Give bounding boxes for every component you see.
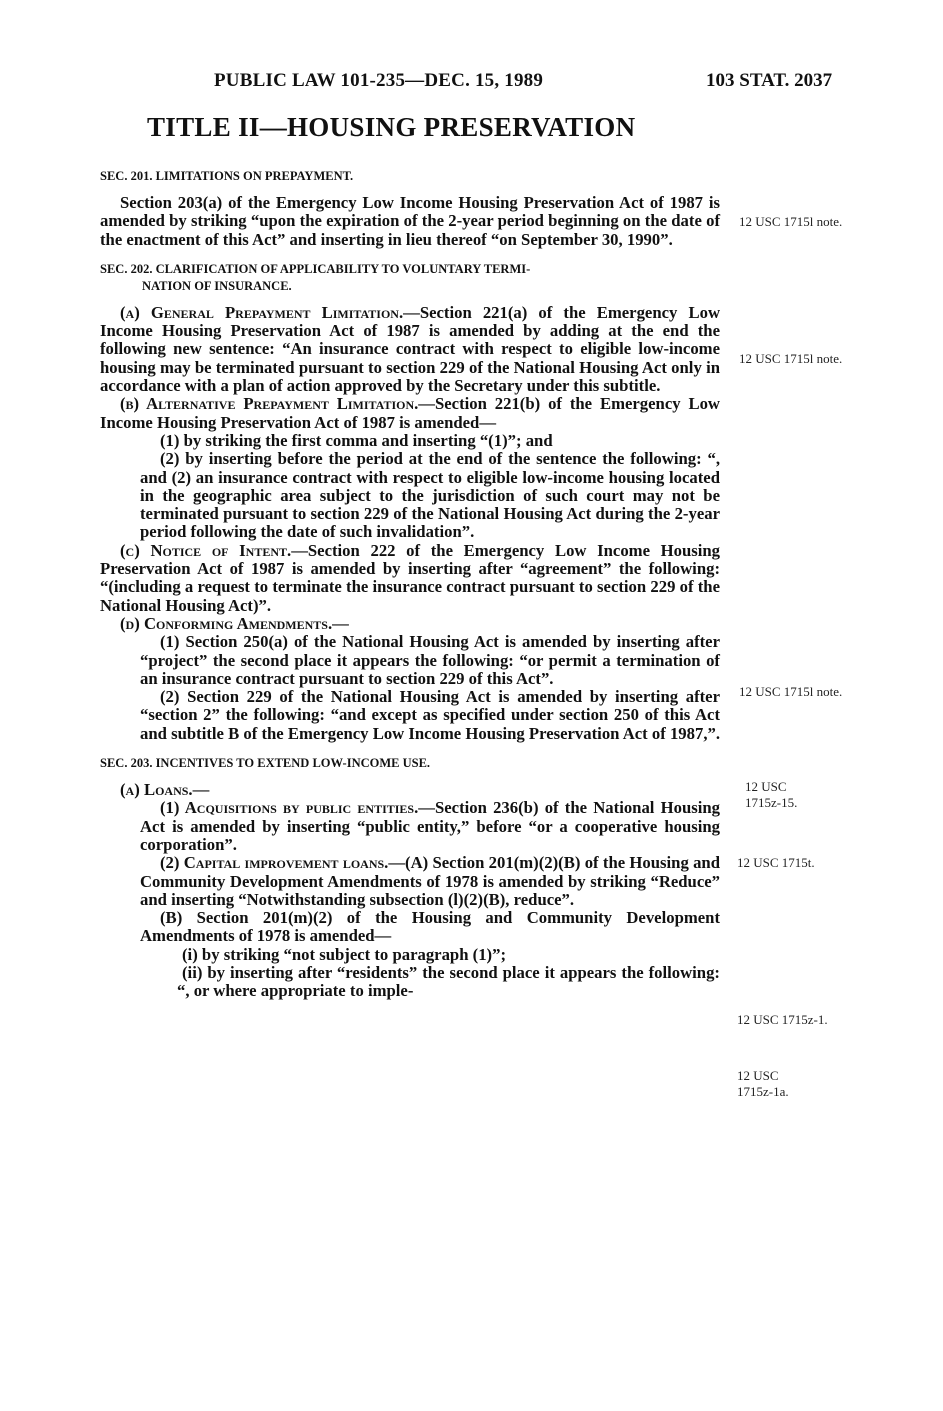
sec-202-b2: (2) by inserting before the period at the end of the sentence the following: “, and (2) an insurance contract with respect to eligible low-income housing located in the geographic area subject to the jurisdiction of such court may not be terminated pursuant to section 229 of the National Housing Act during the 2-year period following the date of such invalidation”. — [140, 449, 720, 542]
sec-202-d-dash: — — [332, 613, 349, 633]
sec-201-text: Section 203(a) of the Emergency Low Income Housing Preservation Act of 1987 is amended by striking “upon the expiration of the 2-year period beginning on the date of the enactment of this Act” and inserting in lieu thereof “on September 30, 1990”. — [100, 193, 720, 249]
sec-202-d — [100, 615, 720, 633]
margin-note-6: 12 USC 1715z-1. — [737, 1012, 828, 1027]
sec-203-a2 — [100, 854, 720, 909]
sec-202-b — [100, 395, 720, 432]
page-header — [0, 70, 943, 92]
title-heading: TITLE II—HOUSING PRESERVATION — [147, 112, 636, 142]
sec-202-a-text: —Section 221(a) of the Emergency Low Income Housing Preservation Act of 1987 is amended by adding at the end the following new sentence: “An insurance contract with respect to eligible low-income housing may be terminated pursuant to section 229 of the National Housing Act only in accordance with a plan of action approved by the Secretary under this subtitle. — [100, 302, 720, 396]
sec-203-a2-B-ii: (ii) by inserting after “residents” the second place it appears the following: “, or where appropriate to imple- — [177, 962, 720, 1001]
sec-202-b-text: —Section 221(b) of the Emergency Low Income Housing Preservation Act of 1987 is amended— — [100, 394, 720, 432]
sec-202-c-label: (c) Notice of Intent. — [120, 540, 292, 560]
sec-202-d-label: (d) Conforming Amendments. — [120, 613, 333, 633]
margin-note-3: 12 USC 1715l note. — [739, 684, 843, 699]
sec-203-a1 — [100, 799, 720, 854]
sec-203-a2-text: —(A) Section 201(m)(2)(B) of the Housing and Community Development Amendments of 1978 is amended by striking “Reduce” and inserting “Notwithstanding subsection (l)(2)(B), reduce”. — [140, 853, 720, 909]
sec-202-heading-line1: SEC. 202. CLARIFICATION OF APPLICABILITY TO VOLUNTARY TERMI- — [100, 261, 531, 276]
margin-note-2: 12 USC 1715l note. — [739, 351, 843, 366]
margin-note-7: 12 USC 1715z-1a. — [737, 1068, 789, 1099]
sec-202-a-label: (a) General Prepayment Limitation. — [120, 302, 404, 322]
sec-203-a2-label: (2) Capital improvement loans. — [160, 853, 389, 873]
sec-203-heading: SEC. 203. INCENTIVES TO EXTEND LOW-INCOME USE. — [100, 756, 431, 771]
sec-203-a1-text: —Section 236(b) of the National Housing Act is amended by inserting “public entity,” before “or a cooperative housing corporation”. — [140, 798, 720, 854]
header-title: PUBLIC LAW 101-235—DEC. 15, 1989 — [214, 70, 544, 91]
sec-202-heading-line2: NATION OF INSURANCE. — [142, 278, 292, 293]
margin-note-4: 12 USC 1715z-15. — [745, 779, 798, 810]
sec-202-a — [100, 304, 720, 395]
sec-202-c-text: —Section 222 of the Emergency Low Income Housing Preservation Act of 1987 is amended by inserting after “agreement” the following: “(including a request to terminate the insurance contract pursuant to section 229 of the National Housing Act)”. — [100, 540, 721, 615]
sec-203-a2-B-i: (i) by striking “not subject to paragraph (1)”; — [182, 944, 507, 964]
sec-202-b1: (1) by striking the first comma and inserting “(1)”; and — [160, 430, 553, 450]
sec-203-a2-B: (B) Section 201(m)(2) of the Housing and Community Development Amendments of 1978 is amended— — [140, 908, 720, 946]
sec-202-b-label: (b) Alternative Prepayment Limitation. — [120, 394, 419, 414]
document-body — [100, 168, 720, 1001]
header-stat-page: 103 STAT. 2037 — [706, 70, 833, 91]
sec-202-c — [100, 542, 720, 615]
sec-203-a1-label: (1) Acquisitions by public entities. — [160, 798, 419, 818]
margin-note-1: 12 USC 1715l note. — [739, 214, 843, 229]
margin-note-5: 12 USC 1715t. — [737, 855, 815, 870]
sec-203-a-label: (a) Loans. — [120, 780, 193, 800]
sec-202-d1: (1) Section 250(a) of the National Housing Act is amended by inserting after “project” the second place it appears the following: “or permit a termination of an insurance contract pursuant to section 229 of this Act”. — [140, 632, 720, 688]
sec-203-a — [100, 781, 720, 799]
sec-202-d2: (2) Section 229 of the National Housing Act is amended by inserting after “section 2” the following: “and except as specified under section 250 of this Act and subtitle B of the Emergency Low Income Housing Preservation Act of 1987,”. — [140, 687, 721, 743]
sec-203-a-dash: — — [192, 780, 210, 800]
sec-202-heading — [100, 261, 720, 295]
sec-201-heading: SEC. 201. LIMITATIONS ON PREPAYMENT. — [100, 169, 354, 183]
